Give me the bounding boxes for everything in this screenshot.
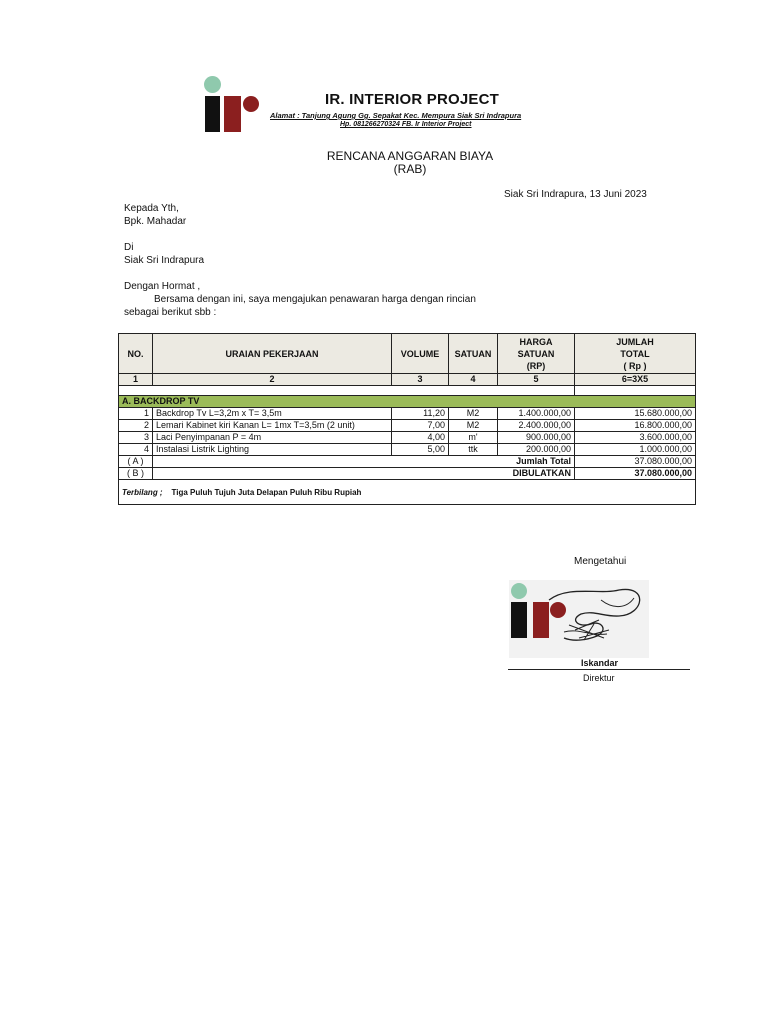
header-no: NO. <box>119 334 153 374</box>
company-name: IR. INTERIOR PROJECT <box>325 91 500 108</box>
row-price: 200.000,00 <box>498 444 575 456</box>
row-unit: M2 <box>449 420 498 432</box>
row-unit: ttk <box>449 444 498 456</box>
terbilang-label: Terbilang ; <box>122 487 163 497</box>
row-unit: m' <box>449 432 498 444</box>
row-desc: Instalasi Listrik Lighting <box>153 444 392 456</box>
index-cell: 4 <box>449 374 498 386</box>
row-volume: 5,00 <box>392 444 449 456</box>
row-no: 2 <box>119 420 153 432</box>
header-harga <box>498 334 575 374</box>
row-no: 4 <box>119 444 153 456</box>
row-volume: 7,00 <box>392 420 449 432</box>
document-subtitle: (RAB) <box>393 162 427 176</box>
letter-body-line2: sebagai berikut sbb : <box>124 307 217 318</box>
document-title: RENCANA ANGGARAN BIAYA <box>326 149 494 163</box>
spacer-row <box>119 386 696 396</box>
table-row <box>119 444 696 456</box>
signature-stamp <box>509 580 649 658</box>
row-total: 16.800.000,00 <box>575 420 696 432</box>
header-volume: VOLUME <box>392 334 449 374</box>
company-contact: Hp. 081266270324 FB. Ir Interior Project <box>340 121 472 128</box>
recipient-di: Di <box>124 242 134 253</box>
row-volume: 11,20 <box>392 408 449 420</box>
signature-line <box>508 669 690 670</box>
recipient-name: Bpk. Mahadar <box>124 216 187 227</box>
total-b-label: DIBULATKAN <box>153 468 575 480</box>
header-jumlah <box>575 334 696 374</box>
section-title: A. BACKDROP TV <box>119 396 696 408</box>
company-address: Alamat : Tanjung Agung Gg. Sepakat Kec. Mempura Siak Sri Indrapura <box>270 111 522 120</box>
rab-table <box>118 333 696 505</box>
table-row <box>119 432 696 444</box>
terbilang-row <box>119 480 696 505</box>
header-harga-line1: HARGA <box>519 336 553 347</box>
total-a-code: ( A ) <box>119 456 153 468</box>
recipient-city: Siak Sri Indrapura <box>124 255 205 266</box>
total-b-code: ( B ) <box>119 468 153 480</box>
row-desc: Lemari Kabinet kiri Kanan L= 1mx T=3,5m (2 unit) <box>153 420 392 432</box>
header-jumlah-line2: TOTAL <box>620 348 650 359</box>
terbilang-value: Tiga Puluh Tujuh Juta Delapan Puluh Ribu Rupiah <box>171 487 362 497</box>
signer-position: Direktur <box>583 673 615 683</box>
header-harga-line3: (RP) <box>526 360 546 371</box>
table-row <box>119 408 696 420</box>
total-b-value: 37.080.000,00 <box>575 468 696 480</box>
row-desc: Backdrop Tv L=3,2m x T= 3,5m <box>153 408 392 420</box>
index-cell: 5 <box>498 374 575 386</box>
header-harga-line2: SATUAN <box>517 348 555 359</box>
row-price: 1.400.000,00 <box>498 408 575 420</box>
terbilang-cell <box>119 480 696 505</box>
index-cell: 2 <box>153 374 392 386</box>
signer-name: Iskandar <box>581 658 619 668</box>
row-no: 1 <box>119 408 153 420</box>
row-volume: 4,00 <box>392 432 449 444</box>
section-row <box>119 396 696 408</box>
row-price: 2.400.000,00 <box>498 420 575 432</box>
row-desc: Laci Penyimpanan P = 4m <box>153 432 392 444</box>
table-row <box>119 420 696 432</box>
total-row-b <box>119 468 696 480</box>
row-total: 1.000.000,00 <box>575 444 696 456</box>
row-total: 3.600.000,00 <box>575 432 696 444</box>
greeting: Dengan Hormat , <box>124 281 201 292</box>
row-unit: M2 <box>449 408 498 420</box>
table-header-row <box>119 334 696 374</box>
total-row-a <box>119 456 696 468</box>
company-logo <box>203 76 263 134</box>
recipient-salutation: Kepada Yth, <box>124 203 179 214</box>
header-jumlah-line1: JUMLAH <box>616 336 654 347</box>
place-date: Siak Sri Indrapura, 13 Juni 2023 <box>504 189 647 200</box>
letter-body-line1: Bersama dengan ini, saya mengajukan penawaran harga dengan rincian <box>154 294 476 305</box>
total-a-value: 37.080.000,00 <box>575 456 696 468</box>
index-cell: 1 <box>119 374 153 386</box>
row-total: 15.680.000,00 <box>575 408 696 420</box>
index-cell: 6=3X5 <box>575 374 696 386</box>
row-no: 3 <box>119 432 153 444</box>
header-satuan: SATUAN <box>449 334 498 374</box>
total-a-label: Jumlah Total <box>153 456 575 468</box>
header-jumlah-line3: ( Rp ) <box>623 360 647 371</box>
mengetahui-label: Mengetahui <box>574 556 627 567</box>
index-cell: 3 <box>392 374 449 386</box>
header-uraian: URAIAN PEKERJAAN <box>153 334 392 374</box>
table-index-row <box>119 374 696 386</box>
row-price: 900.000,00 <box>498 432 575 444</box>
